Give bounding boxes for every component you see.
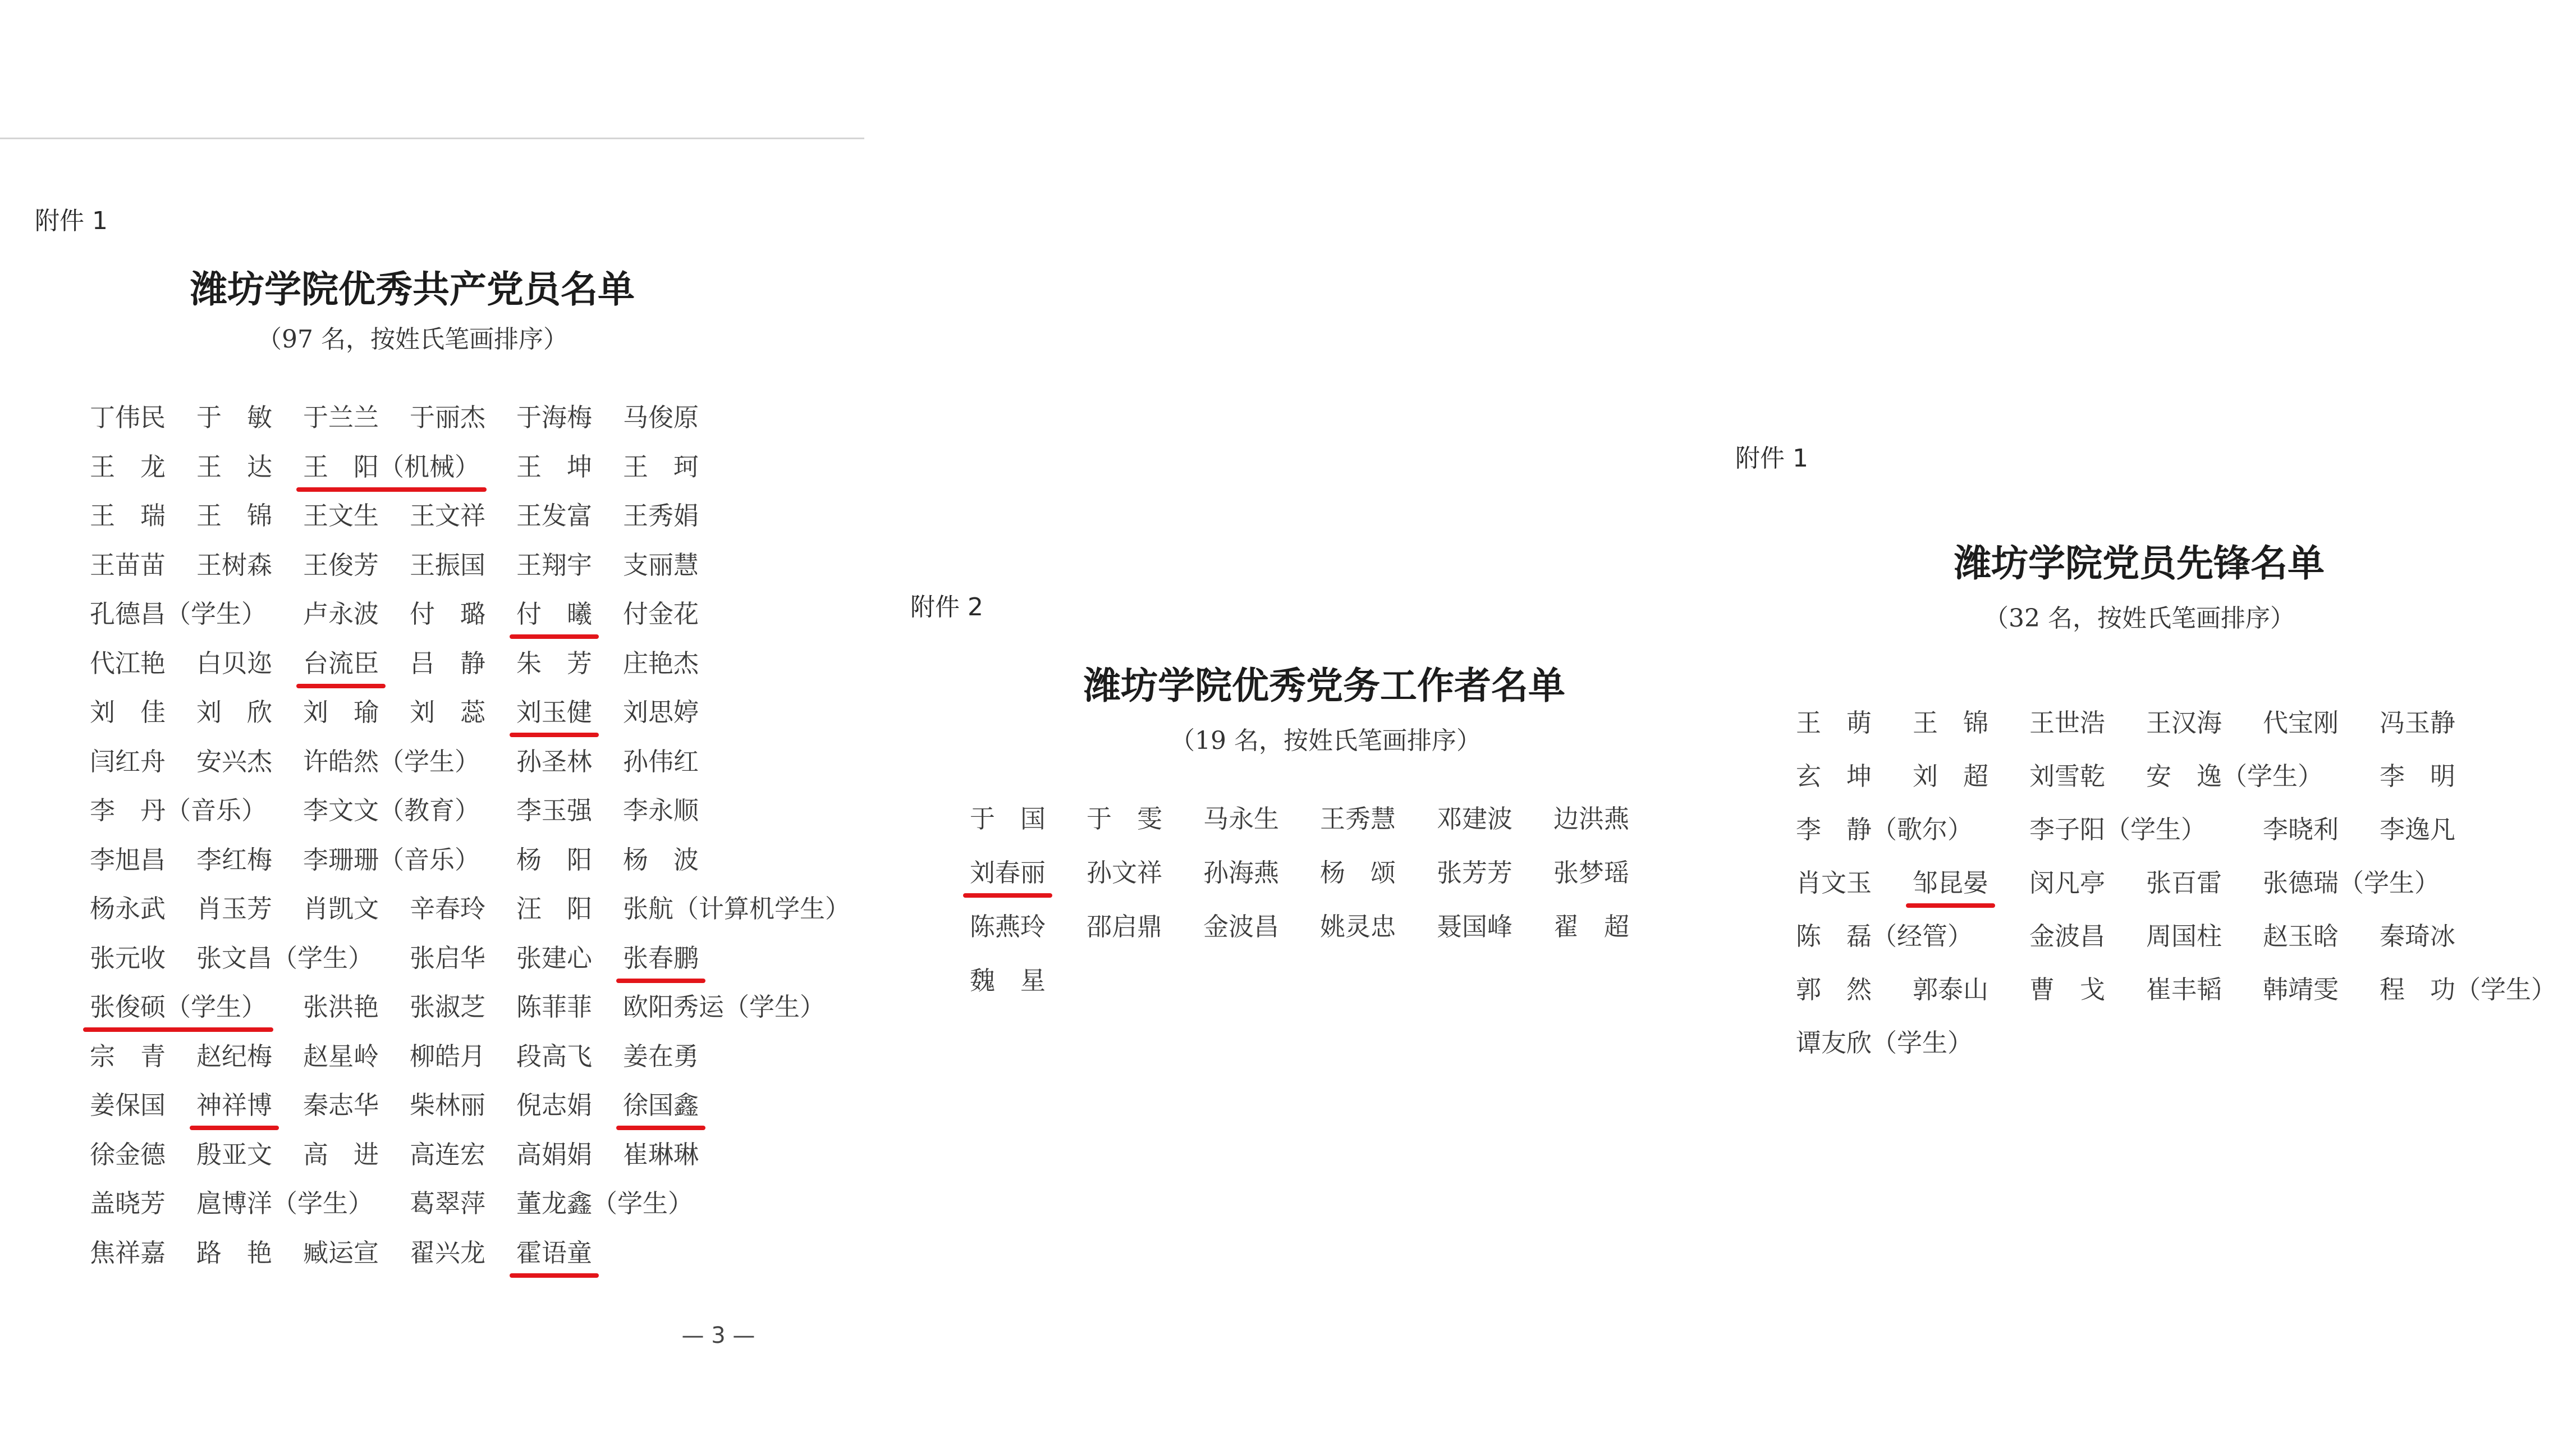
- name-text: 张春鹏: [623, 943, 699, 973]
- name-text: 魏 星: [970, 965, 1046, 995]
- name-text: 肖凯文: [303, 894, 379, 924]
- name-text: 秦志华: [303, 1090, 379, 1121]
- name-text: 玄 坤: [1796, 761, 1872, 791]
- name-text: 李文文（教育）: [303, 796, 480, 826]
- name-text: 刘 蕊: [410, 697, 486, 728]
- name-text: 崔丰韬: [2146, 975, 2222, 1004]
- name-text: 王发富: [516, 501, 593, 531]
- name-text: 闫红舟: [90, 746, 166, 776]
- annex-label: 附件 2: [910, 593, 983, 621]
- name-text: 陈燕玲: [970, 911, 1046, 941]
- name-entry: [2263, 963, 2380, 1016]
- name-text: 邵启鼎: [1087, 911, 1163, 941]
- name-text: 张芳芳: [1437, 857, 1513, 888]
- name-text: 郭 然: [1796, 975, 1872, 1004]
- name-text: 李玉强: [516, 796, 593, 826]
- name-text: 汪 阳: [516, 894, 593, 924]
- name-entry: [2029, 856, 2146, 909]
- name-text: 葛翠萍: [410, 1189, 486, 1219]
- name-text: 杨永武: [90, 894, 166, 924]
- name-text: 白贝迩: [196, 648, 273, 678]
- name-text: 杨 颂: [1320, 857, 1396, 888]
- name-text: 丁伟民: [90, 403, 166, 433]
- name-text: 李 明: [2380, 761, 2456, 791]
- name-text: 于丽杰: [410, 403, 486, 433]
- name-text: 王世浩: [2029, 708, 2106, 738]
- name-entry: [2380, 749, 2496, 803]
- name-text: 徐国鑫: [623, 1090, 699, 1121]
- name-text: 卢永波: [303, 599, 379, 629]
- name-text: 马俊原: [623, 403, 699, 433]
- name-text: 王俊芳: [303, 550, 379, 580]
- name-entry: [2263, 803, 2380, 856]
- name-text: 扈博洋（学生）: [196, 1189, 374, 1219]
- name-text: 李 丹（音乐）: [90, 796, 267, 826]
- name-text: 付 曦: [516, 599, 593, 629]
- name-text: 董龙鑫（学生）: [516, 1189, 694, 1219]
- name-text: 于 敏: [196, 403, 273, 433]
- name-text: 安兴杰: [196, 746, 273, 776]
- name-text: 徐金德: [90, 1139, 166, 1169]
- name-text: 王 珂: [623, 451, 699, 482]
- name-text: 马永生: [1203, 803, 1280, 834]
- name-entry: [2029, 909, 2146, 963]
- name-text: 高连宏: [410, 1139, 486, 1169]
- name-text: 张建心: [516, 943, 593, 973]
- name-text: 盖晓芳: [90, 1189, 166, 1219]
- name-text: 王振国: [410, 550, 486, 580]
- name-text: 于 国: [970, 803, 1046, 834]
- document-subtitle: （97 名，按姓氏笔画排序）: [257, 325, 568, 354]
- name-text: 李逸凡: [2380, 815, 2456, 844]
- name-text: 路 艳: [196, 1237, 273, 1268]
- name-text: 王汉海: [2146, 708, 2222, 738]
- name-text: 王 瑞: [90, 501, 166, 531]
- name-text: 孙海燕: [1203, 857, 1280, 888]
- name-text: 张文昌（学生）: [196, 943, 374, 973]
- name-text: 张百雷: [2146, 868, 2222, 898]
- name-text: 刘 佳: [90, 697, 166, 728]
- name-text: 刘玉健: [516, 697, 593, 728]
- name-text: 陈 磊（经管）: [1796, 921, 1973, 951]
- name-text: 翟 超: [1553, 911, 1630, 941]
- name-text: 李珊珊（音乐）: [303, 844, 480, 875]
- name-text: 王 坤: [516, 451, 593, 482]
- name-text: 李永顺: [623, 796, 699, 826]
- name-text: 宗 青: [90, 1041, 166, 1071]
- document-subtitle: （32 名，按姓氏笔画排序）: [1984, 604, 2295, 633]
- name-text: 陈菲菲: [516, 992, 593, 1022]
- name-text: 辛春玲: [410, 894, 486, 924]
- name-text: 王文生: [303, 501, 379, 531]
- name-text: 肖文玉: [1796, 868, 1872, 898]
- name-text: 李晓利: [2263, 815, 2339, 844]
- name-text: 崔琳琳: [623, 1139, 699, 1169]
- name-text: 韩靖雯: [2263, 975, 2339, 1004]
- name-entry: [2029, 749, 2146, 803]
- name-text: 许皓然（学生）: [303, 746, 480, 776]
- name-text: 王翔宇: [516, 550, 593, 580]
- name-text: 李子阳（学生）: [2029, 815, 2207, 844]
- name-entry: [2263, 909, 2380, 963]
- name-text: 李红梅: [196, 844, 273, 875]
- name-text: 庄艳杰: [623, 648, 699, 678]
- name-text: 张俊硕（学生）: [90, 992, 267, 1022]
- name-text: 郭泰山: [1913, 975, 1989, 1004]
- highlighted-name-entry: [1913, 856, 2029, 909]
- name-text: 聂国峰: [1437, 911, 1513, 941]
- name-entry: [1796, 909, 2029, 963]
- name-text: 于兰兰: [303, 403, 379, 433]
- name-entry: [2380, 909, 2496, 963]
- page-number: — 3 —: [681, 1323, 755, 1349]
- name-entry: [2146, 749, 2380, 803]
- name-text: 欧阳秀运（学生）: [623, 992, 826, 1022]
- name-text: 王 萌: [1796, 708, 1872, 738]
- name-text: 张启华: [410, 943, 486, 973]
- document-title: 潍坊学院党员先锋名单: [1954, 541, 2325, 585]
- name-text: 邹昆晏: [1913, 868, 1989, 898]
- name-text: 谭友欣（学生）: [1796, 1028, 1973, 1058]
- name-text: 霍语童: [516, 1237, 593, 1268]
- name-text: 于海梅: [516, 403, 593, 433]
- name-list: [1796, 696, 2557, 1069]
- name-text: 臧运宣: [303, 1237, 379, 1268]
- name-entry: [2380, 963, 2557, 1016]
- name-text: 王 龙: [90, 451, 166, 482]
- name-text: 付金花: [623, 599, 699, 629]
- name-text: 秦琦冰: [2380, 921, 2456, 951]
- name-entry: [1796, 803, 2029, 856]
- name-text: 付 璐: [410, 599, 486, 629]
- name-entry: [1796, 696, 1913, 749]
- name-text: 王秀娟: [623, 501, 699, 531]
- name-text: 高娟娟: [516, 1139, 593, 1169]
- name-entry: [1796, 1016, 2029, 1069]
- name-text: 王 锦: [1913, 708, 1989, 738]
- annex-label: 附件 1: [35, 207, 108, 235]
- name-text: 张元收: [90, 943, 166, 973]
- name-text: 杨 阳: [516, 844, 593, 875]
- name-entry: [1913, 749, 2029, 803]
- name-entry: [1796, 856, 1913, 909]
- name-text: 刘 超: [1913, 761, 1989, 791]
- name-text: 肖玉芳: [196, 894, 273, 924]
- name-text: 姜保国: [90, 1090, 166, 1121]
- name-entry: [1913, 696, 2029, 749]
- name-text: 赵纪梅: [196, 1041, 273, 1071]
- name-text: 于 雯: [1087, 803, 1163, 834]
- name-entry: [1796, 963, 1913, 1016]
- name-text: 王文祥: [410, 501, 486, 531]
- name-text: 刘春丽: [970, 857, 1046, 888]
- name-text: 神祥博: [196, 1090, 273, 1121]
- name-text: 刘 欣: [196, 697, 273, 728]
- name-entry: [2263, 856, 2496, 909]
- name-text: 朱 芳: [516, 648, 593, 678]
- name-text: 王 达: [196, 451, 273, 482]
- name-text: 姚灵忠: [1320, 911, 1396, 941]
- name-entry: [2146, 856, 2263, 909]
- name-text: 刘 瑜: [303, 697, 379, 728]
- name-text: 孔德昌（学生）: [90, 599, 267, 629]
- name-text: 柳皓月: [410, 1041, 486, 1071]
- name-text: 李 静（歌尔）: [1796, 815, 1973, 844]
- name-entry: [2263, 696, 2380, 749]
- name-text: 吕 静: [410, 648, 486, 678]
- name-text: 赵星岭: [303, 1041, 379, 1071]
- name-text: 刘思婷: [623, 697, 699, 728]
- name-text: 代江艳: [90, 648, 166, 678]
- document-subtitle: （19 名，按姓氏笔画排序）: [1170, 726, 1481, 755]
- name-text: 张淑芝: [410, 992, 486, 1022]
- name-text: 周国柱: [2146, 921, 2222, 951]
- name-text: 姜在勇: [623, 1041, 699, 1071]
- name-entry: [2146, 963, 2263, 1016]
- document-title: 潍坊学院优秀党务工作者名单: [1084, 664, 1565, 707]
- name-entry: [2029, 696, 2146, 749]
- name-text: 王 锦: [196, 501, 273, 531]
- name-text: 孙伟红: [623, 746, 699, 776]
- name-text: 杨 波: [623, 844, 699, 875]
- name-text: 闵凡亭: [2029, 868, 2106, 898]
- name-text: 冯玉静: [2380, 708, 2456, 738]
- name-text: 赵玉晗: [2263, 921, 2339, 951]
- name-text: 支丽慧: [623, 550, 699, 580]
- name-entry: [2146, 696, 2263, 749]
- name-text: 高 进: [303, 1139, 379, 1169]
- name-text: 倪志娟: [516, 1090, 593, 1121]
- name-text: 李旭昌: [90, 844, 166, 875]
- name-text: 金波昌: [2029, 921, 2106, 951]
- name-text: 焦祥嘉: [90, 1237, 166, 1268]
- name-text: 张梦瑶: [1553, 857, 1630, 888]
- name-text: 段高飞: [516, 1041, 593, 1071]
- name-text: 张航（计算机学生）: [623, 894, 851, 924]
- name-text: 邓建波: [1437, 803, 1513, 834]
- name-text: 孙圣林: [516, 746, 593, 776]
- name-text: 刘雪乾: [2029, 761, 2106, 791]
- document-title: 潍坊学院优秀共产党员名单: [190, 267, 635, 311]
- name-text: 程 功（学生）: [2380, 975, 2557, 1004]
- name-text: 王秀慧: [1320, 803, 1396, 834]
- name-entry: [1913, 963, 2029, 1016]
- name-text: 翟兴龙: [410, 1237, 486, 1268]
- name-entry: [1796, 749, 1913, 803]
- name-text: 边洪燕: [1553, 803, 1630, 834]
- name-text: 王苗苗: [90, 550, 166, 580]
- name-entry: [2380, 803, 2496, 856]
- name-text: 曹 戈: [2029, 975, 2106, 1004]
- name-text: 王 阳（机械）: [303, 451, 480, 482]
- name-text: 安 逸（学生）: [2146, 761, 2323, 791]
- name-text: 张德瑞（学生）: [2263, 868, 2440, 898]
- name-text: 孙文祥: [1087, 857, 1163, 888]
- name-text: 柴林丽: [410, 1090, 486, 1121]
- name-entry: [2029, 963, 2146, 1016]
- annex-label: 附件 1: [1735, 444, 1808, 473]
- name-text: 代宝刚: [2263, 708, 2339, 738]
- name-text: 殷亚文: [196, 1139, 273, 1169]
- name-text: 王树森: [196, 550, 273, 580]
- name-text: 台流臣: [303, 648, 379, 678]
- name-text: 张洪艳: [303, 992, 379, 1022]
- name-entry: [2029, 803, 2263, 856]
- name-entry: [2380, 696, 2496, 749]
- name-entry: [2146, 909, 2263, 963]
- name-text: 金波昌: [1203, 911, 1280, 941]
